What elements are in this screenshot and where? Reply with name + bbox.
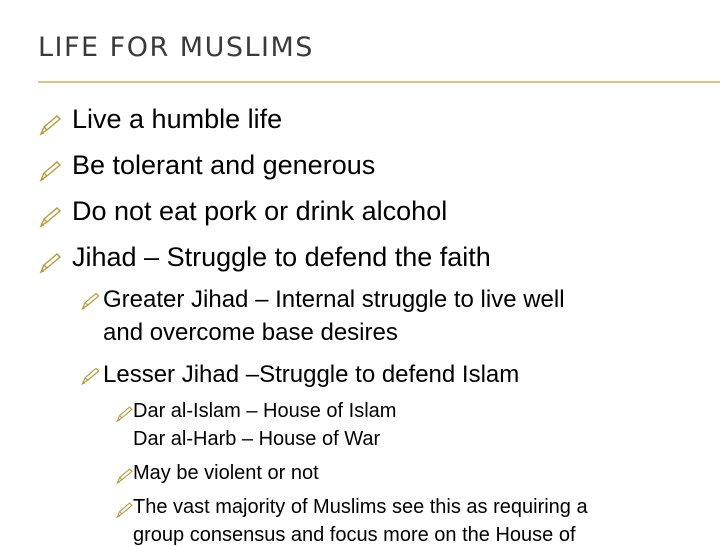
pencil-icon [115,466,135,486]
pencil-icon [115,500,135,520]
title-divider [38,81,720,83]
bullet-l3-2: May be violent or not [133,462,319,484]
bullet-l1-2: Be tolerant and generous [72,150,376,180]
bullet-l3-3-line2: group consensus and focus more on the House of [133,524,576,546]
pencil-icon [38,204,64,230]
bullet-l3-3-line1: The vast majority of Muslims see this as requiring a [133,496,588,518]
pencil-icon [115,404,135,424]
pencil-icon [38,112,64,138]
bullet-l2-1-line1: Greater Jihad – Internal struggle to live well [103,286,565,313]
pencil-icon [80,365,102,387]
pencil-icon [80,290,102,312]
bullet-l1-4: Jihad – Struggle to defend the faith [72,242,491,272]
bullet-l1-3: Do not eat pork or drink alcohol [72,196,448,226]
bullet-l3-1-line2: Dar al-Harb – House of War [133,428,381,450]
bullet-l3-1-line1: Dar al-Islam – House of Islam [133,400,397,422]
pencil-icon [38,158,64,184]
bullet-l2-1-line2: and overcome base desires [103,319,398,346]
bullet-l2-2: Lesser Jihad –Struggle to defend Islam [103,361,520,388]
pencil-icon [38,250,64,276]
bullet-l1-1: Live a humble life [72,104,283,134]
slide-title: LIFE FOR MUSLIMS [38,32,314,63]
